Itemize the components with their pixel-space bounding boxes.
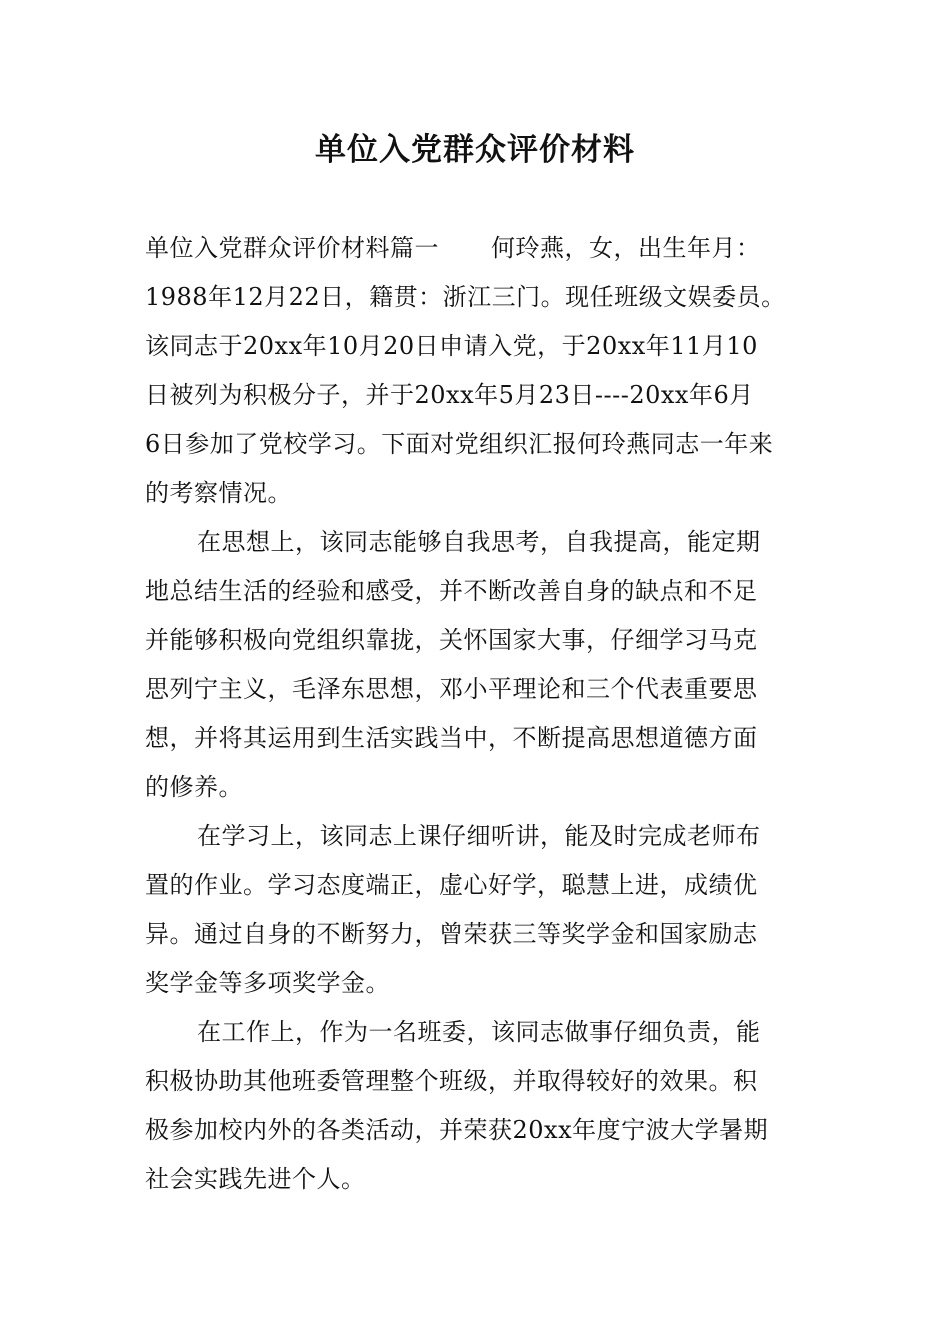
text-line: 社会实践先进个人。 bbox=[145, 1165, 366, 1193]
text-line: 的考察情况。 bbox=[145, 479, 292, 507]
text-line: 并能够积极向党组织靠拢，关怀国家大事，仔细学习马克 bbox=[145, 626, 758, 654]
text-line: 置的作业。学习态度端正，虚心好学，聪慧上进，成绩优 bbox=[145, 871, 758, 899]
text-line: 思列宁主义，毛泽东思想，邓小平理论和三个代表重要思 bbox=[145, 675, 758, 703]
intro-heading: 单位入党群众评价材料篇一 bbox=[145, 234, 439, 262]
text-line: 极参加校内外的各类活动，并荣获20xx年度宁波大学暑期 bbox=[145, 1116, 769, 1144]
text-line: 地总结生活的经验和感受，并不断改善自身的缺点和不足 bbox=[145, 577, 758, 605]
document-title: 单位入党群众评价材料 bbox=[315, 132, 635, 168]
work-paragraph bbox=[145, 1008, 809, 1204]
text-line: 奖学金等多项奖学金。 bbox=[145, 969, 390, 997]
thought-paragraph bbox=[145, 518, 809, 812]
text-line: 该同志于20xx年10月20日申请入党，于20xx年11月10 bbox=[145, 332, 758, 360]
text-line: 日被列为积极分子，并于20xx年5月23日----20xx年6月 bbox=[145, 381, 754, 409]
text-line: 1988年12月22日，籍贯：浙江三门。现任班级文娱委员。 bbox=[145, 283, 786, 311]
study-paragraph bbox=[145, 812, 809, 1008]
text-line: 在工作上，作为一名班委，该同志做事仔细负责，能 bbox=[197, 1018, 761, 1046]
text-line bbox=[145, 224, 809, 273]
intro-line-text: 何玲燕，女，出生年月： bbox=[491, 234, 761, 262]
text-line: 想，并将其运用到生活实践当中，不断提高思想道德方面 bbox=[145, 724, 758, 752]
document-body bbox=[145, 224, 809, 1204]
text-line: 异。通过自身的不断努力，曾荣获三等奖学金和国家励志 bbox=[145, 920, 758, 948]
intro-paragraph bbox=[145, 224, 809, 518]
text-line: 6日参加了党校学习。下面对党组织汇报何玲燕同志一年来 bbox=[145, 430, 774, 458]
text-line: 积极协助其他班委管理整个班级，并取得较好的效果。积 bbox=[145, 1067, 758, 1095]
text-line: 在思想上，该同志能够自我思考，自我提高，能定期 bbox=[197, 528, 761, 556]
text-line: 的修养。 bbox=[145, 773, 243, 801]
text-line: 在学习上，该同志上课仔细听讲，能及时完成老师布 bbox=[197, 822, 761, 850]
